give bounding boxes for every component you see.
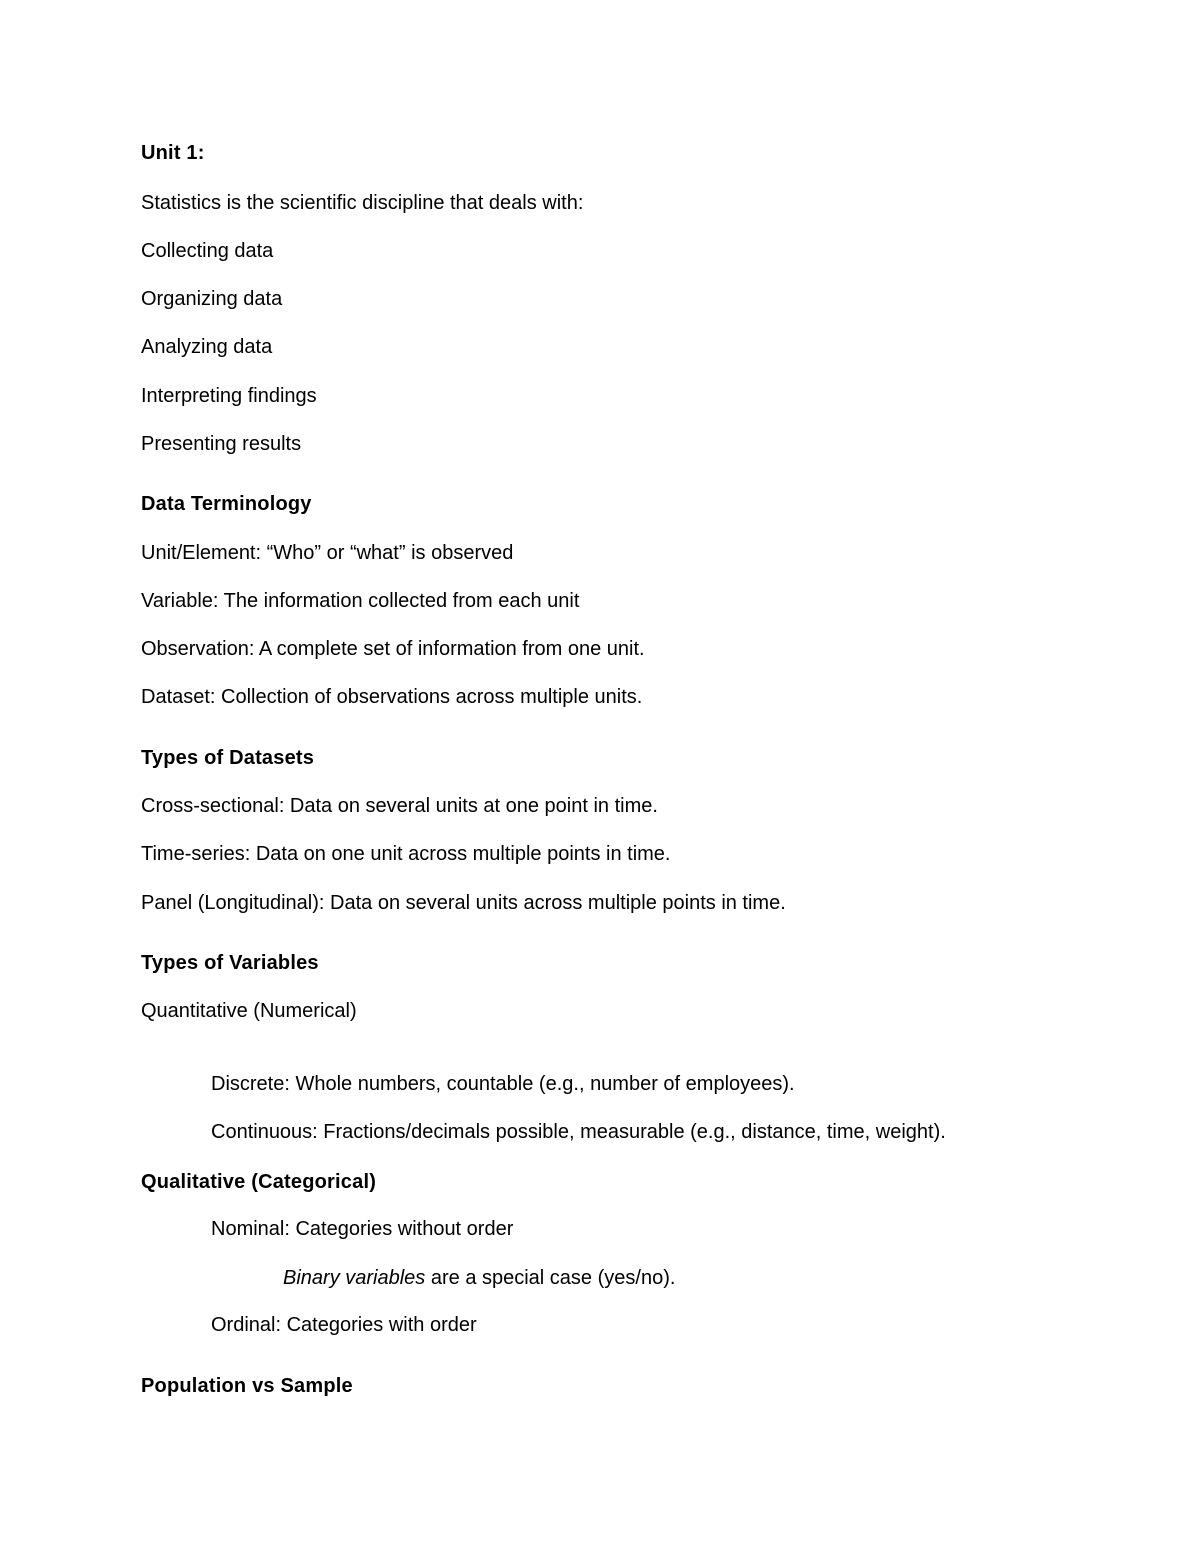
section-heading-data-terminology: Data Terminology (141, 493, 312, 515)
intro-text: Statistics is the scientific discipline that deals with: (141, 192, 584, 214)
activity-item: Interpreting findings (141, 385, 317, 407)
terminology-item: Variable: The information collected from each unit (141, 590, 580, 612)
binary-variables-rest: are a special case (yes/no). (425, 1267, 676, 1289)
nominal-item: Nominal: Categories without order (211, 1218, 514, 1240)
activity-item: Organizing data (141, 288, 283, 310)
unit-heading: Unit 1: (141, 142, 205, 164)
binary-variables-term: Binary variables (283, 1267, 426, 1289)
activity-item: Analyzing data (141, 336, 273, 358)
activity-item: Collecting data (141, 240, 274, 262)
dataset-type-item: Time-series: Data on one unit across multiple points in time. (141, 843, 671, 865)
discrete-item: Discrete: Whole numbers, countable (e.g., number of employees). (211, 1073, 795, 1095)
section-heading-population-vs-sample: Population vs Sample (141, 1375, 353, 1397)
continuous-item: Continuous: Fractions/decimals possible, measurable (e.g., distance, time, weight). (211, 1121, 946, 1143)
terminology-item: Unit/Element: “Who” or “what” is observed (141, 542, 514, 564)
section-heading-types-of-datasets: Types of Datasets (141, 747, 315, 769)
dataset-type-item: Panel (Longitudinal): Data on several units across multiple points in time. (141, 892, 786, 914)
ordinal-item: Ordinal: Categories with order (211, 1314, 477, 1336)
section-heading-qualitative: Qualitative (Categorical) (141, 1171, 377, 1193)
section-heading-types-of-variables: Types of Variables (141, 952, 319, 974)
binary-variables-note (283, 1266, 675, 1290)
quantitative-label: Quantitative (Numerical) (141, 1000, 357, 1022)
dataset-type-item: Cross-sectional: Data on several units at one point in time. (141, 795, 658, 817)
terminology-item: Observation: A complete set of information from one unit. (141, 638, 645, 660)
terminology-item: Dataset: Collection of observations across multiple units. (141, 686, 643, 708)
activity-item: Presenting results (141, 433, 302, 455)
